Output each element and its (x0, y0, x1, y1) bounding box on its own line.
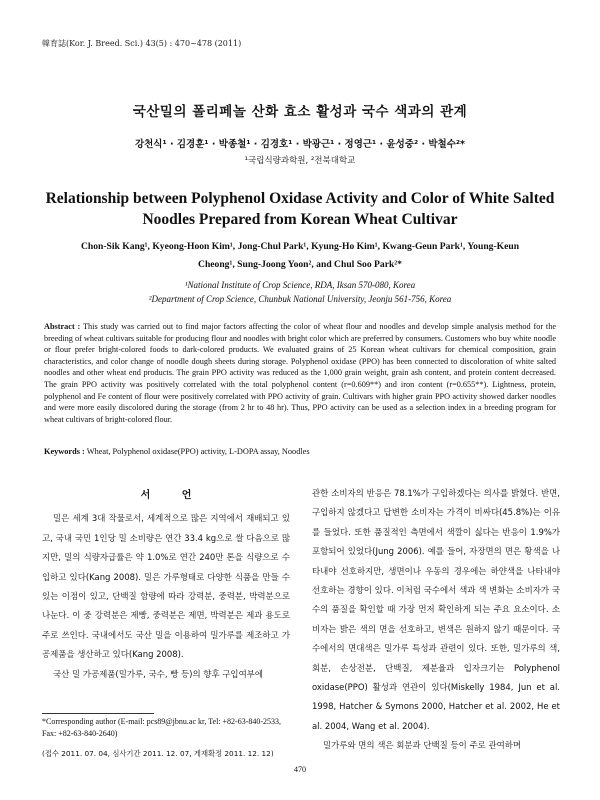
section-title-introduction: 서 언 (140, 490, 206, 501)
footnote-divider (42, 713, 154, 714)
english-authors (46, 238, 554, 274)
keywords (44, 447, 556, 456)
affiliation-2: ²Department of Crop Science, Chunbuk National University, Jeonju 561-756, Korea (148, 294, 452, 304)
paragraph-right-1: 관한 소비자의 반응은 78.1%가 구입하겠다는 의사를 밝혔다. 반면, 구입하지 않겠다고 답변한 소비자는 가격이 비싸다(45.8%)는 이유를 들었다. 또한 품질적인 측면에서 색깔이 싫다는 반응이 1.9%가 포함되어 있었다(Jung 2006). 예를 들어, 자장면의 면은 황색을 나타내야 선호하지만, 생면이나 우동의 경우에는 하얀색을 나타내야 선호하는 경향이 있다. 이처럼 국수에서 색과 색 변화는 소비자가 국수의 품질을 확인할 때 가장 먼저 확인하게 되는 주요 요소이다. 소비자는 밝은 색의 면을 선호하고, 변색은 원하지 않기 때문이다. 국수에서의 면대색은 밀가루 특성과 관련이 있다. 또한, 밀가루의 색, 회분, 손상전분, 단백질, 제분율과 입자크기는 Polyphenol oxidase(PPO) 활성과 연관이 있다(Miskelly 1984, Jun et al. 1998, Hatcher & Symons 2000, Hatcher et al. 2002, He et al. 2004, Wang et al. 2004). (312, 488, 560, 731)
affiliation-1: ¹National Institute of Crop Science, RDA, Iksan 570-080, Korea (184, 280, 416, 290)
english-authors-line-2: Cheong¹, Sung-Joong Yoon², and Chul Soo Park²* (198, 259, 402, 270)
korean-authors: 강천식¹ · 김경훈¹ · 박종철¹ · 김경호¹ · 박광근¹ · 정영근¹ · 윤성중² · 박철수²* (134, 139, 466, 150)
korean-affiliation: ¹국립식량과학원, ²전북대학교 (244, 156, 356, 166)
abstract (44, 321, 556, 425)
journal-citation: 韓育誌(Kor. J. Breed. Sci.) 43(5) : 470~478 (2011) (42, 39, 242, 48)
page-number: 470 (294, 765, 306, 774)
korean-title: 국산밀의 폴리페놀 산화 효소 활성과 국수 색과의 관계 (132, 104, 468, 120)
keywords-label: Keywords : (44, 447, 85, 456)
english-authors-line-1: Chon-Sik Kang¹, Kyeong-Hoon Kim¹, Jong-Chul Park¹, Kyung-Ho Kim¹, Kwang-Geun Park¹, Young-Keun (80, 241, 520, 252)
english-title-line-1: Relationship between Polyphenol Oxidase Activity and Color of White Salted (45, 190, 555, 207)
english-affiliations (40, 278, 560, 306)
paragraph-right-2: 밀가루와 면의 색은 회분과 단백질 등이 주로 관여하며 (323, 740, 522, 751)
paragraph-left-1: 밀은 세계 3대 작물로서, 세계적으로 많은 지역에서 재배되고 있고, 국내 국민 1인당 밀 소비량은 연간 33.4 kg으로 쌀 다음으로 많지만, 밀의 식량자급률은 약 1.0%로 연간 240만 톤을 식량으로 수입하고 있다(Kang 2008). 밀은 가루형태로 다양한 식품을 만들 수 있는 이점이 있고, 단백질 함량에 따라 강력분, 중력분, 박력분으로 나눈다. 이 중 강력분은 제빵, 중력분은 제면, 박력분은 제과 용도로 주로 쓰인다. 국내에서도 국산 밀을 이용하여 밀가루를 제조하고 가공제품을 생산하고 있다(Kang 2008). (42, 513, 290, 660)
body-column-right (312, 484, 560, 756)
body-column-left (42, 486, 290, 684)
english-title (40, 188, 560, 230)
paragraph-left-2: 국산 밀 가공제품(밀가루, 국수, 빵 등)의 향후 구입여부에 (53, 668, 264, 679)
abstract-text: This study was carried out to find major factors affecting the color of wheat flour and noodles and develop simple analysis method for the breeding of wheat cultivars suitable for producing flour and noodles with bright color which are preferred by consumers. Customers who buy white noodle or flour prefer bright-colored foods to dark-colored products. We evaluated grains of 25 Korean wheat cultivars for chemical composition, grain characteristics, and color change of noodle dough sheets during storage. Polyphenol oxidase (PPO) has been connected to discoloration of white salted noodles and other wheat end products. The grain PPO activity was reduced as the 1,000 grain weight, grain ash content, and protein content decreased. The grain PPO activity was positively correlated with the total polyphenol content (r=0.609**) and iron content (r=0.655**). Lightness, protein, polyphenol and Fe content of flour were positively correlated with PPO activity of grain. Cultivars with higher grain PPO activity showed darker noodles and were more easily discolored during the storage (from 2 hr to 48 hr). Thus, PPO activity can be used as a selection index in a breeding program for wheat cultivars of bright-colored flour. (44, 322, 557, 424)
keywords-text: Wheat, Polyphenol oxidase(PPO) activity, L-DOPA assay, Noodles (86, 447, 310, 456)
abstract-label: Abstract : (44, 322, 81, 331)
english-title-line-2: Noodles Prepared from Korean Wheat Cultivar (142, 211, 458, 228)
submission-dates: (접수 2011. 07. 04, 심사기간 2011. 12. 07, 게재확정 2011. 12. 12) (42, 749, 274, 758)
corresponding-author-note: *Corresponding author (E-mail: pcs89@jbnu.ac kr, Tel: +82-63-840-2533, Fax: +82-63-840-2640) (42, 717, 282, 738)
